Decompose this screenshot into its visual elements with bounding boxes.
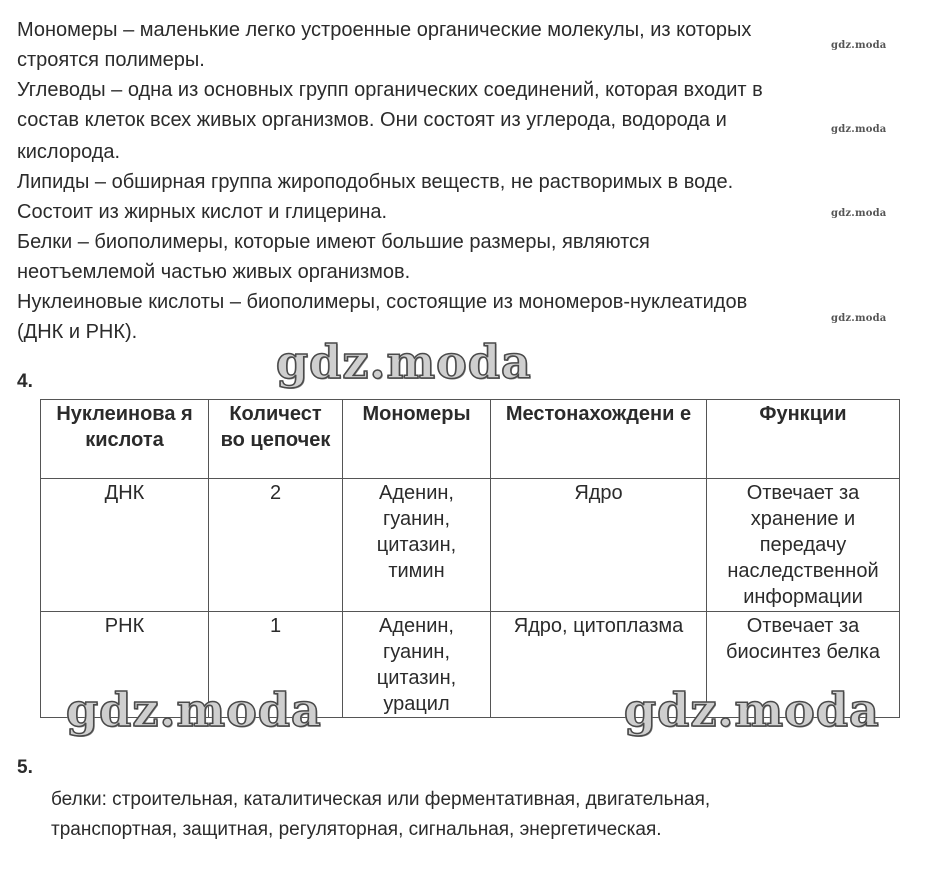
watermark-small: gdz.moda [831, 40, 887, 51]
task-5-answer [51, 785, 901, 845]
header-monomers: Мономеры [343, 400, 491, 479]
definition-proteins-line1: Белки – биополимеры, которые имеют большие размеры, являются [17, 231, 650, 253]
definition-monomers-line2: строятся полимеры. [17, 49, 205, 71]
definition-carbohydrates-line2: состав клеток всех живых организмов. Они состоят из углерода, водорода и [17, 109, 727, 131]
watermark-small: gdz.moda [831, 124, 887, 135]
cell-dna-function: Отвечает за хранение и передачу наследственной информации [707, 479, 900, 612]
definition-nucleic-acids-line1: Нуклеиновые кислоты – биополимеры, состоящие из мономеров-нуклеатидов [17, 291, 748, 313]
table-row [41, 479, 900, 612]
cell-rna-location: Ядро, цитоплазма [491, 612, 707, 718]
cell-dna-monomers: Аденин, гуанин, цитазин, тимин [343, 479, 491, 612]
cell-rna-function: Отвечает за биосинтез белка [707, 612, 900, 718]
task-5-number: 5. [17, 757, 33, 778]
definition-proteins-line2: неотъемлемой частью живых организмов. [17, 261, 411, 283]
task-5-answer-line1: белки: строительная, каталитическая или ферментативная, двигательная, [51, 789, 711, 810]
definition-lipids-line1: Липиды – обширная группа жироподобных веществ, не растворимых в воде. [17, 171, 734, 193]
header-location: Местонахождени е [491, 400, 707, 479]
watermark-small: gdz.moda [831, 313, 887, 324]
header-nucleic-acid: Нуклеинова я кислота [41, 400, 209, 479]
task-4-number: 4. [17, 371, 33, 392]
definition-carbohydrates-line1: Углеводы – одна из основных групп органических соединений, которая входит в [17, 79, 763, 101]
cell-rna-monomers: Аденин, гуанин, цитазин, урацил [343, 612, 491, 718]
task-5-answer-line2: транспортная, защитная, регуляторная, сигнальная, энергетическая. [51, 819, 662, 840]
definition-carbohydrates-line3: кислорода. [17, 141, 121, 163]
definition-monomers-line1: Мономеры – маленькие легко устроенные органические молекулы, из которых [17, 19, 752, 41]
cell-dna-chains: 2 [209, 479, 343, 612]
header-functions: Функции [707, 400, 900, 479]
cell-rna-chains: 1 [209, 612, 343, 718]
table-header-row [41, 400, 900, 479]
definition-lipids-line2: Состоит из жирных кислот и глицерина. [17, 201, 388, 223]
watermark-large: gdz.moda [276, 335, 532, 389]
cell-dna-location: Ядро [491, 479, 707, 612]
watermark-large: gdz.moda [66, 683, 322, 737]
cell-rna-name: РНК [41, 612, 209, 718]
nucleic-acids-table [40, 399, 900, 718]
cell-dna-name: ДНК [41, 479, 209, 612]
definition-nucleic-acids-line2: (ДНК и РНК). [17, 321, 138, 343]
watermark-small: gdz.moda [831, 208, 887, 219]
header-chain-count: Количест во цепочек [209, 400, 343, 479]
watermark-large: gdz.moda [624, 683, 880, 737]
